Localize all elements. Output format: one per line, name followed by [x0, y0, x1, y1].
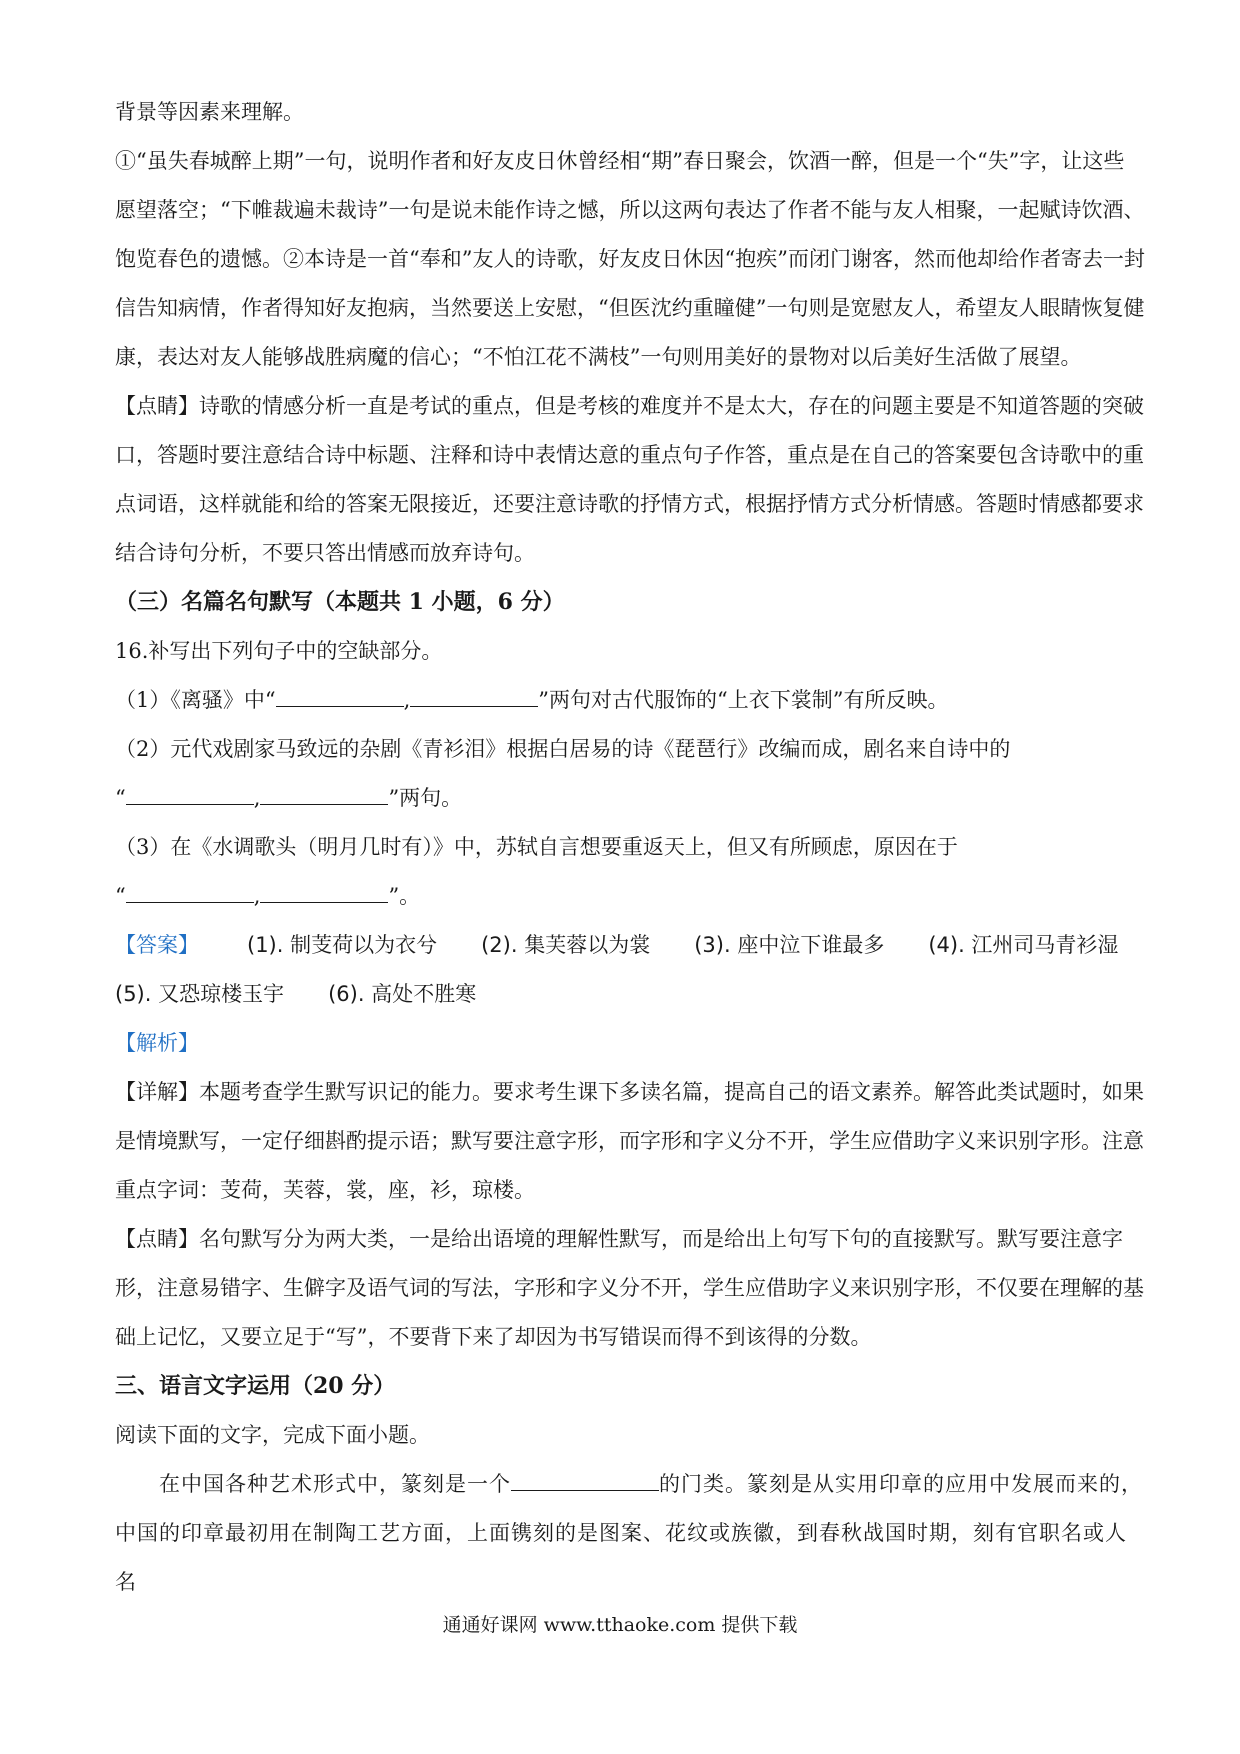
question-intro: 16.补写出下列句子中的空缺部分。: [115, 639, 443, 663]
tip-tag: 【点睛】: [115, 394, 199, 418]
tip-paragraph: 【点睛】名句默写分为两大类，一是给出语境的理解性默写，而是给出上句写下句的直接默写。默写要注意字形，注意易错字、生僻字及语气词的写法，字形和字义分不开，学生应借助字义来识别字形，不仅要在理解的基础上记忆，又要立足于“写”，不要背下来了却因为书写错误而得不到该得的分数。: [115, 1227, 1144, 1349]
blank-2[interactable]: [410, 686, 538, 707]
prev-tip: [115, 382, 1145, 578]
answer-item: (5). 又恐琼楼玉宇: [115, 982, 285, 1006]
prev-line0: 背景等因素来理解。: [115, 100, 304, 124]
blank-4[interactable]: [260, 784, 388, 805]
passage-blank[interactable]: [511, 1470, 659, 1491]
question-2: （2）元代戏剧家马致远的杂剧《青衫泪》根据白居易的诗《琵琶行》改编而成，剧名来自诗中的: [115, 737, 1011, 761]
prev-paragraph: ①“虽失春城醉上期”一句，说明作者和好友皮日休曾经相“期”春日聚会，饮酒一醉，但是一个“失”字，让这些愿望落空；“下帷裁遍未裁诗”一句是说未能作诗之憾，所以这两句表达了作者不能与友人相聚，一起赋诗饮酒、饱览春色的遗憾。②本诗是一首“奉和”友人的诗歌，好友皮日休因“抱疾”而闭门谢客，然而他却给作者寄去一封信告知病情，作者得知好友抱病，当然要送上安慰，“但医沈约重瞳健”一句则是宽慰友人，希望友人眼睛恢复健康，表达对友人能够战胜病魔的信心；“不怕江花不满枝”一句则用美好的景物对以后美好生活做了展望。: [115, 149, 1145, 369]
question-2-blanks: “ , ”两句。: [115, 786, 463, 810]
answer-tag: 【答案】: [115, 933, 199, 957]
blank-1[interactable]: [276, 686, 404, 707]
detail-tag: 【详解】: [115, 1080, 199, 1104]
question-3-blanks: “ , ”。: [115, 884, 421, 908]
section-title: （三）名篇名句默写（本题共 1 小题，6 分）: [115, 589, 565, 615]
page-footer: 通通好课网 www.tthaoke.com 提供下载: [442, 1614, 798, 1636]
answer-item: (1). 制芰荷以为衣兮: [247, 933, 438, 957]
tip-tag-2: 【点睛】: [115, 1227, 199, 1251]
document-page: [115, 88, 1145, 1607]
part-intro: 阅读下面的文字，完成下面小题。: [115, 1423, 430, 1447]
question-1: （1）《离骚》中“ , ”两句对古代服饰的“上衣下裳制”有所反映。: [115, 688, 949, 712]
analysis-heading: 【解析】: [115, 1031, 199, 1055]
tip-text: 诗歌的情感分析一直是考试的重点，但是考核的难度并不是太大，存在的问题主要是不知道答题的突破口，答题时要注意结合诗中标题、注释和诗中表情达意的重点句子作答，重点是在自己的答案要包含诗歌中的重点词语，这样就能和给的答案无限接近，还要注意诗歌的抒情方式，根据抒情方式分析情感。答题时情感都要求结合诗句分析，不要只答出情感而放弃诗句。: [115, 394, 1144, 565]
answer-item: (6). 高处不胜寒: [328, 982, 477, 1006]
answer-row: [115, 921, 1145, 1019]
answer-item: (4). 江州司马青衫湿: [928, 933, 1119, 957]
answer-item: (2). 集芙蓉以为裳: [481, 933, 651, 957]
answer-item: (3). 座中泣下谁最多: [694, 933, 885, 957]
part-title: 三、语言文字运用（20 分）: [115, 1373, 396, 1399]
question-3: （3）在《水调歌头（明月几时有）》中，苏轼自言想要重返天上，但又有所顾虑，原因在于: [115, 835, 958, 859]
detail-paragraph: 【详解】本题考查学生默写识记的能力。要求考生课下多读名篇，提高自己的语文素养。解答此类试题时，如果是情境默写，一定仔细斟酌提示语；默写要注意字形，而字形和字义分不开，学生应借助字义来识别字形。注意重点字词：芰荷，芙蓉，裳，座，衫，琼楼。: [115, 1080, 1144, 1202]
blank-6[interactable]: [260, 882, 388, 903]
passage: 在中国各种艺术形式中，篆刻是一个 的门类。篆刻是从实用印章的应用中发展而来的，中国的印章最初用在制陶工艺方面，上面镌刻的是图案、花纹或族徽，到春秋战国时期，刻有官职名或人名: [115, 1472, 1143, 1594]
blank-5[interactable]: [126, 882, 254, 903]
blank-3[interactable]: [126, 784, 254, 805]
